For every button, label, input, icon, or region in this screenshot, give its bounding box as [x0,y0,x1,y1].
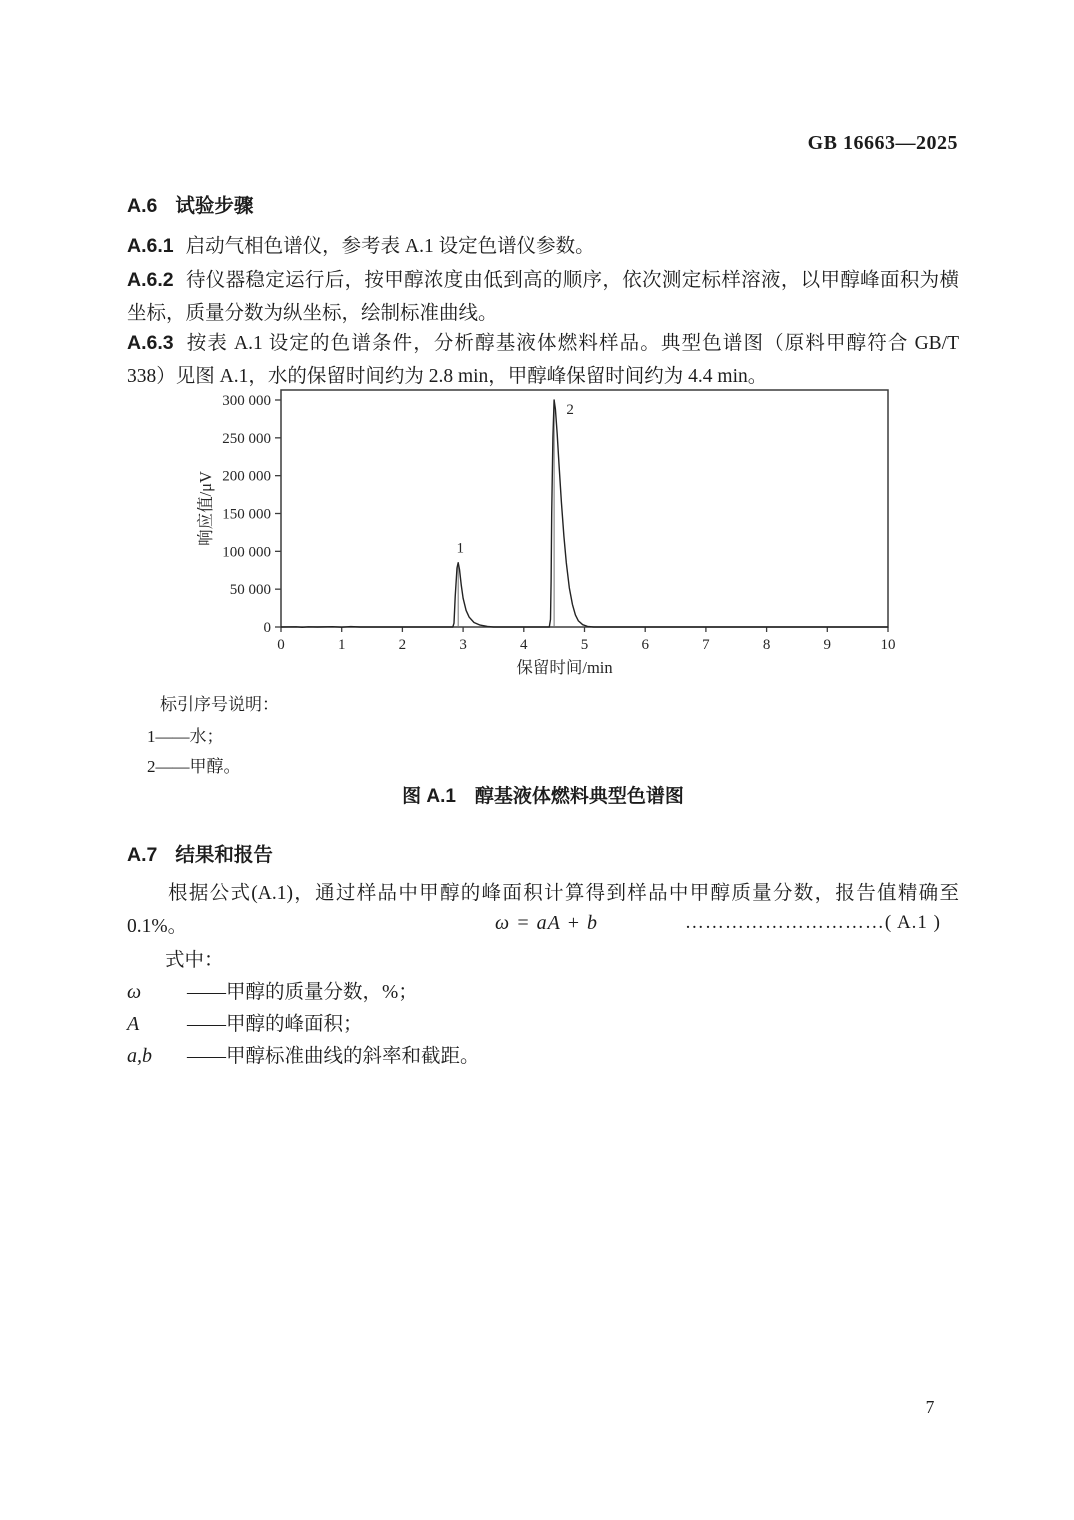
peak-label: 2 [566,402,574,418]
x-tick-label: 10 [880,637,895,653]
x-tick-label: 3 [459,637,467,653]
y-tick-label: 150 000 [222,506,271,523]
chromatogram-figure [195,383,895,683]
clause-text: 按表 A.1 设定的色谱条件，分析醇基液体燃料样品。典型色谱图（原料甲醇符合 GB/T 338）见图 A.1，水的保留时间约为 2.8 min，甲醇峰保留时间约为 4.4 min。 [127,333,959,387]
clause-title: 结果和报告 [175,844,273,866]
paragraph-a7: 根据公式(A.1)，通过样品中甲醇的峰面积计算得到样品中甲醇质量分数，报告值精确至 0.1%。 [127,883,959,937]
clause-text: 待仪器稳定运行后，按甲醇浓度由低到高的顺序，依次测定标样溶液，以甲醇峰面积为横坐标，质量分数为纵坐标，绘制标准曲线。 [127,270,959,324]
peak-label: 1 [456,540,464,557]
paragraph-a62 [127,264,959,330]
y-tick-label: 250 000 [222,430,271,447]
term-symbol: A [127,1013,140,1035]
clause-number: A.6.3 [127,332,174,354]
plot-border [281,390,888,627]
x-tick-label: 7 [702,637,710,653]
x-tick-label: 0 [277,637,285,653]
y-tick-label: 50 000 [229,582,271,599]
x-tick-label: 5 [580,637,589,653]
heading-a7 [127,839,959,867]
term-definition: ——甲醇的峰面积； [187,1014,363,1035]
formula-expression: ω = aA + b [495,912,598,934]
clause-number: A.6.1 [127,235,174,257]
y-axis-title: 响应值/μV [196,471,215,546]
formula-label: ( A.1 ) [884,912,941,933]
x-tick-label: 4 [520,637,528,653]
where-term-ab [127,1040,959,1068]
figure-note-2: 2——甲醇。 [147,757,241,776]
formula-leader-dots: ………………………… [684,912,885,933]
figure-caption: 图 A.1 醇基液体燃料典型色谱图 [402,786,684,807]
figure-notes-heading: 标引序号说明： [160,695,279,714]
clause-number: A.7 [127,844,158,866]
x-tick-label: 9 [823,637,832,653]
chromatogram-svg [195,383,895,683]
standard-number: GB 16663—2025 [807,132,958,154]
clause-number: A.6 [127,195,158,217]
term-definition: ——甲醇的质量分数，%； [187,982,418,1003]
chromatogram-trace [281,400,888,627]
term-symbol: ω [127,981,142,1003]
formula-number [685,912,941,934]
x-axis-title: 保留时间/min [516,658,613,677]
where-label: 式中： [165,950,224,971]
y-tick-label: 100 000 [222,544,271,561]
y-tick-label: 0 [263,620,271,636]
clause-number: A.6.2 [127,269,174,291]
clause-text: 启动气相色谱仪，参考表 A.1 设定色谱仪参数。 [185,236,595,257]
formula-row [127,912,959,942]
y-tick-label: 300 000 [222,393,271,409]
x-tick-label: 8 [762,637,771,653]
x-tick-label: 2 [398,637,407,653]
where-term-omega [127,976,959,1004]
y-tick-label: 200 000 [222,468,271,485]
page-number: 7 [925,1397,935,1417]
term-symbol: a,b [127,1045,152,1067]
x-tick-label: 6 [641,637,649,653]
clause-title: 试验步骤 [175,195,254,217]
heading-a6 [127,190,959,218]
x-tick-label: 1 [337,637,346,653]
term-definition: ——甲醇标准曲线的斜率和截距。 [187,1046,480,1067]
paragraph-a61 [127,230,959,263]
figure-note-1: 1——水； [147,727,224,746]
where-term-A [127,1008,959,1036]
